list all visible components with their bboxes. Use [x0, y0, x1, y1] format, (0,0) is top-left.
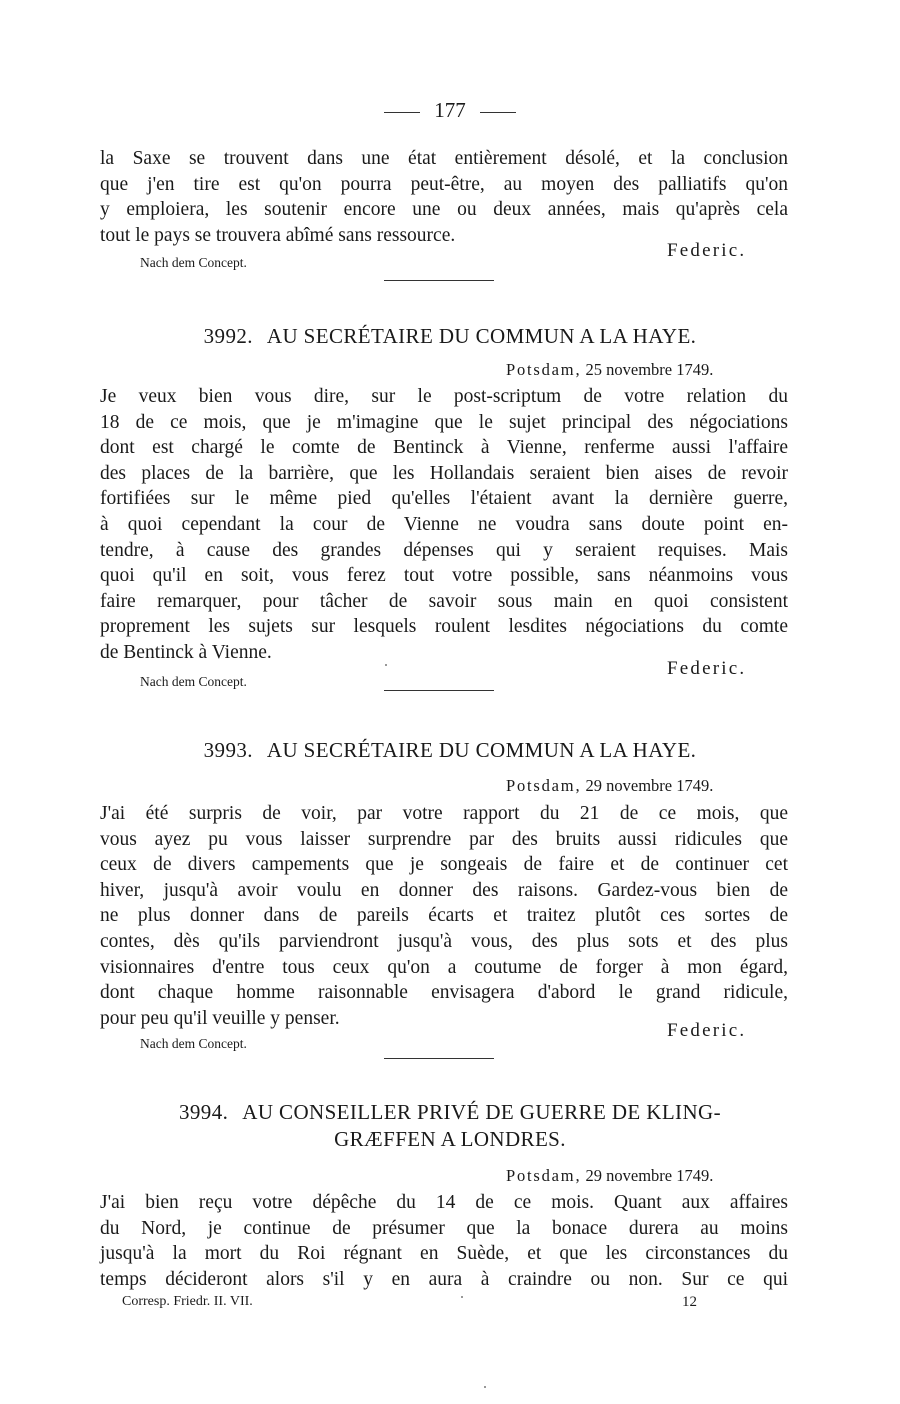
letter-number: 3993.	[203, 738, 253, 762]
letter-place: Potsdam,	[506, 360, 582, 379]
text-line: la Saxe se trouvent dans une état entièrement désolé, et la conclusion	[100, 148, 788, 169]
letter-heading: AU CONSEILLER PRIVÉ DE GUERRE DE KLING-	[242, 1100, 721, 1124]
text-line: ne plus donner dans de pareils écarts et traitez plutôt ces sortes de	[100, 905, 788, 927]
ink-speck	[484, 1386, 486, 1388]
intro-paragraph	[100, 146, 788, 248]
section-divider	[384, 690, 494, 691]
text-line: 18 de ce mois, que je m'imagine que le sujet principal des négociations	[100, 411, 788, 433]
text-line: fortifiées sur le même pied qu'elles l'étaient avant la dernière guerre,	[100, 488, 788, 510]
text-line: quoi qu'il en soit, vous ferez tout votre possible, sans néanmoins vous	[100, 565, 788, 587]
letter-title	[0, 738, 900, 763]
source-note: Nach dem Concept.	[140, 255, 247, 270]
text-line: vous ayez pu vous laisser surprendre par des bruits aussi ridicules que	[100, 828, 788, 850]
text-line: Je veux bien vous dire, sur le post-scriptum de votre relation du	[100, 386, 788, 407]
text-line: ceux de divers campements que je songeais de faire et de continuer cet	[100, 854, 788, 876]
letter-dateline	[506, 360, 713, 380]
text-line: J'ai été surpris de voir, par votre rapport du 21 de ce mois, que	[100, 803, 788, 824]
letter-date: 25 novembre 1749.	[585, 360, 714, 379]
ink-speck	[385, 664, 387, 666]
text-line: tout le pays se trouvera abîmé sans ressource.	[100, 224, 456, 246]
text-line: des places de la barrière, que les Hollandais seraient bien aises de revoir	[100, 462, 788, 484]
letter-dateline	[506, 776, 713, 796]
text-line: dont est chargé le comte de Bentinck à Vienne, renferme aussi l'affaire	[100, 437, 788, 459]
text-line: de Bentinck à Vienne.	[100, 641, 272, 663]
source-note: Nach dem Concept.	[140, 674, 247, 689]
text-line: temps décideront alors s'il y en aura à craindre ou non. Sur ce qui	[100, 1268, 788, 1290]
letter-dateline	[506, 1166, 713, 1186]
signature: Federic.	[667, 658, 747, 679]
text-line: que j'en tire est qu'on pourra peut-être, au moyen des palliatifs qu'on	[100, 173, 788, 195]
letter-title-continued: GRÆFFEN A LONDRES.	[334, 1127, 566, 1151]
letter-title	[0, 324, 900, 349]
letter-place: Potsdam,	[506, 1166, 582, 1185]
letter-place: Potsdam,	[506, 776, 582, 795]
letter-number: 3992.	[203, 324, 253, 348]
letter-body	[100, 1190, 788, 1292]
letter-number: 3994.	[179, 1100, 229, 1124]
text-line: contes, dès qu'ils parviendront jusqu'à vous, des plus sots et des plus	[100, 930, 788, 952]
footer-reference: Corresp. Friedr. II. VII.	[122, 1294, 253, 1309]
text-line: proprement les sujets sur lesquels roulent lesdites négociations du comte	[100, 616, 788, 638]
page-header	[0, 98, 900, 123]
text-line: jusqu'à la mort du Roi régnant en Suède, et que les circonstances du	[100, 1243, 788, 1265]
page-number: 177	[434, 98, 466, 122]
signature: Federic.	[667, 240, 747, 261]
text-line: faire remarquer, pour tâcher de savoir sous main en quoi consistent	[100, 590, 788, 612]
text-line: pour peu qu'il veuille y penser.	[100, 1007, 340, 1029]
text-line: du Nord, je continue de présumer que la bonace durera au moins	[100, 1217, 788, 1239]
letter-body	[100, 801, 788, 1031]
text-line: J'ai bien reçu votre dépêche du 14 de ce mois. Quant aux affaires	[100, 1192, 788, 1213]
letter-title	[0, 1100, 900, 1125]
section-divider	[384, 280, 494, 281]
text-line: tendre, à cause des grandes dépenses qui y seraient requises. Mais	[100, 539, 788, 561]
text-line: à quoi cependant la cour de Vienne ne voudra sans doute point en-	[100, 513, 788, 535]
source-note: Nach dem Concept.	[140, 1036, 247, 1051]
letter-date: 29 novembre 1749.	[585, 776, 714, 795]
header-dash-right	[480, 112, 516, 113]
section-divider	[384, 1058, 494, 1059]
letter-heading: AU SECRÉTAIRE DU COMMUN A LA HAYE.	[266, 324, 697, 348]
letter-date: 29 novembre 1749.	[585, 1166, 714, 1185]
signature: Federic.	[667, 1020, 747, 1041]
ink-speck	[461, 1296, 463, 1298]
text-line: dont chaque homme raisonnable envisagera d'abord le grand ridicule,	[100, 982, 788, 1004]
text-line: y emploiera, les soutenir encore une ou deux années, mais qu'après cela	[100, 199, 788, 221]
letter-heading: AU SECRÉTAIRE DU COMMUN A LA HAYE.	[266, 738, 697, 762]
text-line: visionnaires d'entre tous ceux qu'on a coutume de forger à mon égard,	[100, 956, 788, 978]
footer-signature-mark: 12	[682, 1294, 697, 1310]
letter-body	[100, 384, 788, 666]
header-dash-left	[384, 112, 420, 113]
text-line: hiver, jusqu'à avoir voulu en donner des raisons. Gardez-vous bien de	[100, 879, 788, 901]
